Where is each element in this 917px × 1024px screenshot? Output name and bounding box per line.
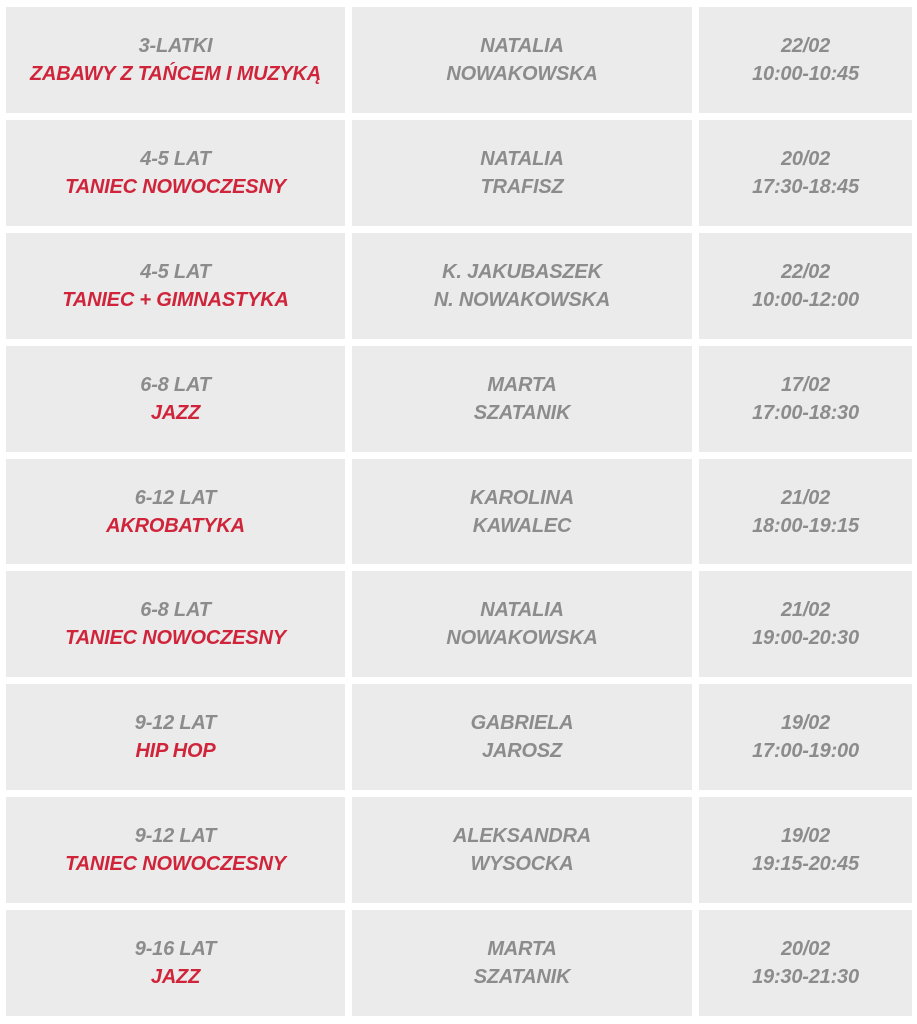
teacher-first-line: K. JAKUBASZEK <box>442 260 602 283</box>
class-name: AKROBATYKA <box>106 514 245 537</box>
class-name: JAZZ <box>150 401 201 424</box>
teacher-second-line: NOWAKOWSKA <box>446 62 598 85</box>
class-time: 10:00-10:45 <box>752 62 859 85</box>
class-name: TANIEC NOWOCZESNY <box>65 853 286 876</box>
class-date: 22/02 <box>780 34 831 57</box>
class-time: 19:00-20:30 <box>752 627 859 650</box>
teacher-second-line: SZATANIK <box>473 966 571 989</box>
class-time: 10:00-12:00 <box>752 288 859 311</box>
datetime-cell <box>699 7 912 113</box>
class-date: 20/02 <box>780 938 831 961</box>
class-cell <box>6 459 345 565</box>
teacher-first-line: NATALIA <box>480 599 564 622</box>
class-date: 21/02 <box>780 486 831 509</box>
teacher-second-line: WYSOCKA <box>470 853 574 876</box>
class-date: 21/02 <box>780 599 831 622</box>
teacher-cell <box>352 7 692 113</box>
age-group: 6-8 LAT <box>140 599 211 622</box>
class-time: 17:00-19:00 <box>752 740 859 763</box>
teacher-cell <box>352 910 692 1016</box>
class-name: ZABAWY Z TAŃCEM I MUZYKĄ <box>29 62 322 85</box>
class-time: 18:00-19:15 <box>752 514 859 537</box>
teacher-first-line: GABRIELA <box>470 712 574 735</box>
teacher-first-line: NATALIA <box>480 147 564 170</box>
class-cell <box>6 7 345 113</box>
class-date: 17/02 <box>780 373 831 396</box>
class-time: 19:30-21:30 <box>752 966 859 989</box>
teacher-first-line: MARTA <box>487 373 557 396</box>
class-time: 19:15-20:45 <box>752 853 859 876</box>
class-date: 22/02 <box>780 260 831 283</box>
age-group: 9-12 LAT <box>134 825 217 848</box>
teacher-cell <box>352 346 692 452</box>
datetime-cell <box>699 233 912 339</box>
teacher-second-line: NOWAKOWSKA <box>446 627 598 650</box>
age-group: 4-5 LAT <box>140 147 211 170</box>
class-name: JAZZ <box>150 966 201 989</box>
class-time: 17:00-18:30 <box>752 401 859 424</box>
class-cell <box>6 797 345 903</box>
teacher-second-line: KAWALEC <box>472 514 572 537</box>
teacher-second-line: JAROSZ <box>482 740 562 763</box>
teacher-cell <box>352 797 692 903</box>
class-date: 19/02 <box>780 712 831 735</box>
datetime-cell <box>699 120 912 226</box>
datetime-cell <box>699 910 912 1016</box>
class-cell <box>6 233 345 339</box>
teacher-cell <box>352 233 692 339</box>
datetime-cell <box>699 797 912 903</box>
class-date: 20/02 <box>780 147 831 170</box>
age-group: 9-12 LAT <box>134 712 217 735</box>
teacher-second-line: TRAFISZ <box>480 175 564 198</box>
class-cell <box>6 910 345 1016</box>
class-date: 19/02 <box>780 825 831 848</box>
datetime-cell <box>699 459 912 565</box>
class-cell <box>6 120 345 226</box>
age-group: 4-5 LAT <box>140 260 211 283</box>
schedule-table <box>6 7 912 1016</box>
datetime-cell <box>699 346 912 452</box>
teacher-first-line: NATALIA <box>480 34 564 57</box>
class-cell <box>6 346 345 452</box>
teacher-first-line: MARTA <box>487 938 557 961</box>
teacher-first-line: ALEKSANDRA <box>452 825 591 848</box>
teacher-cell <box>352 684 692 790</box>
age-group: 6-12 LAT <box>134 486 217 509</box>
class-name: TANIEC NOWOCZESNY <box>65 175 286 198</box>
class-cell <box>6 571 345 677</box>
class-time: 17:30-18:45 <box>752 175 859 198</box>
class-name: TANIEC NOWOCZESNY <box>65 627 286 650</box>
datetime-cell <box>699 684 912 790</box>
class-name: TANIEC + GIMNASTYKA <box>62 288 289 311</box>
teacher-cell <box>352 120 692 226</box>
age-group: 6-8 LAT <box>140 373 211 396</box>
teacher-second-line: N. NOWAKOWSKA <box>433 288 611 311</box>
class-name: HIP HOP <box>135 740 216 763</box>
age-group: 9-16 LAT <box>134 938 217 961</box>
teacher-cell <box>352 459 692 565</box>
age-group: 3-LATKI <box>138 34 213 57</box>
datetime-cell <box>699 571 912 677</box>
teacher-cell <box>352 571 692 677</box>
teacher-second-line: SZATANIK <box>473 401 571 424</box>
teacher-first-line: KAROLINA <box>470 486 574 509</box>
class-cell <box>6 684 345 790</box>
